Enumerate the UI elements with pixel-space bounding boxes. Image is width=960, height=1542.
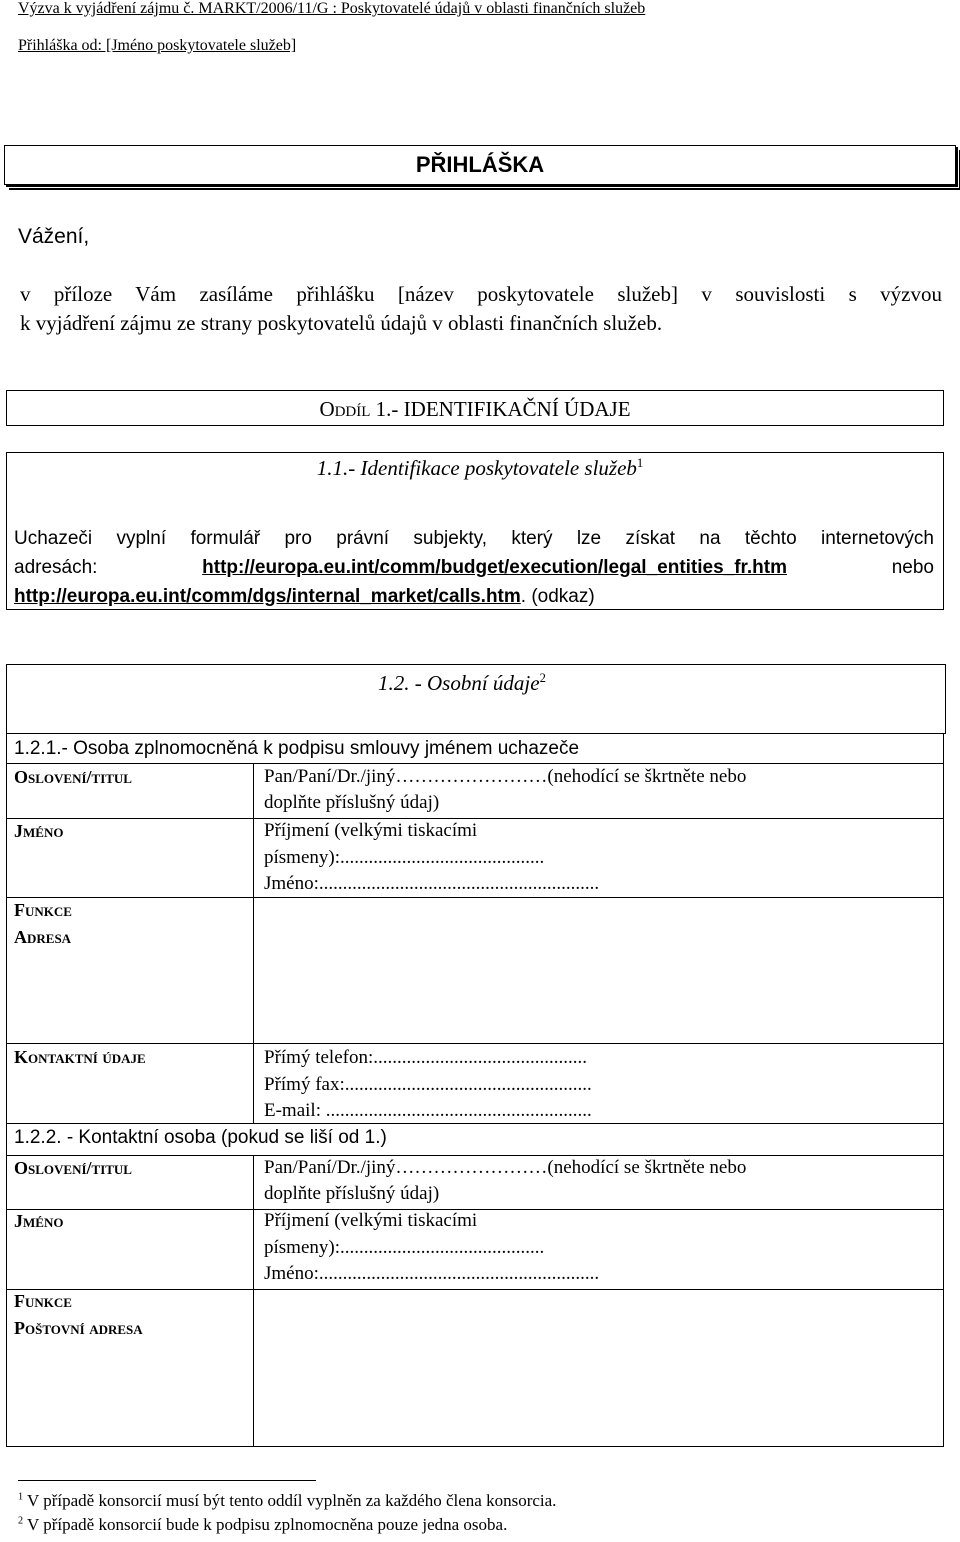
section11-text-2: adresách: http://europa.eu.int/comm/budget/execution/legal_entities_fr.htm nebo bbox=[14, 557, 934, 578]
row-divider bbox=[6, 897, 944, 898]
table-left-border bbox=[6, 734, 7, 1447]
header-applicant: Přihláška od: [Jméno poskytovatele služeb] bbox=[18, 37, 297, 54]
section1-heading: Oddíl 1.- IDENTIFIKAČNÍ ÚDAJE bbox=[319, 397, 631, 421]
subsection-121-title: 1.2.1.- Osoba zplnomocněná k podpisu smlouvy jménem uchazeče bbox=[14, 738, 580, 759]
label-function: Funkce bbox=[14, 900, 72, 920]
value-firstname-field-2[interactable]: Jméno:........................................................... bbox=[264, 1263, 600, 1284]
value-fax-field[interactable]: Přímý fax:.................................................... bbox=[264, 1074, 592, 1095]
value-surname-label-2: Příjmení (velkými tiskacími bbox=[264, 1210, 478, 1231]
label-name: Jméno bbox=[14, 821, 64, 841]
value-surname-label: Příjmení (velkými tiskacími bbox=[264, 820, 478, 841]
value-title-note: doplňte příslušný údaj) bbox=[264, 792, 440, 813]
row-divider bbox=[6, 1123, 944, 1124]
title-box bbox=[4, 145, 956, 185]
footnote-2: $^2$ V případě konsorcií bude k podpisu zplnomocněna pouze jedna osoba. bbox=[18, 1515, 508, 1534]
label-address: Adresa bbox=[14, 927, 72, 947]
section11-heading: 1.1.- Identifikace poskytovatele služeb$^1$ bbox=[316, 456, 644, 480]
table-column-divider-1 bbox=[253, 763, 254, 1123]
section12-heading: 1.2. - Osobní údaje$^2$ bbox=[378, 671, 546, 695]
label-title-2: Oslovení/titul bbox=[14, 1158, 132, 1178]
section11-text-3: http://europa.eu.int/comm/dgs/internal_market/calls.htm. (odkaz) bbox=[14, 586, 595, 607]
label-name-2: Jméno bbox=[14, 1211, 64, 1231]
label-function-2: Funkce bbox=[14, 1291, 72, 1311]
value-surname-field-2[interactable]: písmeny):........................................... bbox=[264, 1237, 545, 1258]
value-title-options[interactable]: Pan/Paní/Dr./jiný……………………(nehodící se škrtněte nebo bbox=[264, 766, 747, 787]
label-title: Oslovení/titul bbox=[14, 767, 132, 787]
table-right-border bbox=[943, 734, 944, 1447]
row-divider bbox=[6, 1155, 944, 1156]
value-title-options-2[interactable]: Pan/Paní/Dr./jiný……………………(nehodící se škrtněte nebo bbox=[264, 1157, 747, 1178]
subsection-122-title: 1.2.2. - Kontaktní osoba (pokud se liší od 1.) bbox=[14, 1127, 387, 1148]
value-phone-field[interactable]: Přímý telefon:............................................. bbox=[264, 1047, 587, 1068]
link-legal-entities[interactable]: http://europa.eu.int/comm/budget/execution/legal_entities_fr.htm bbox=[202, 557, 788, 578]
value-title-note-2: doplňte příslušný údaj) bbox=[264, 1183, 440, 1204]
value-firstname-field[interactable]: Jméno:........................................................... bbox=[264, 873, 600, 894]
section11-text-1: Uchazeči vyplní formulář pro právní subjekty, který lze získat na těchto internetových bbox=[14, 528, 934, 549]
row-divider bbox=[6, 763, 944, 764]
table-column-divider-2 bbox=[253, 1155, 254, 1447]
section1-heading-box bbox=[6, 390, 944, 426]
page-title: PŘIHLÁŠKA bbox=[415, 152, 545, 177]
label-postal-address: Poštovní adresa bbox=[14, 1318, 143, 1338]
value-email-field[interactable]: E-mail: ........................................................ bbox=[264, 1100, 592, 1121]
row-divider bbox=[6, 1289, 944, 1290]
row-divider bbox=[6, 818, 944, 819]
label-contact: Kontaktní údaje bbox=[14, 1047, 146, 1067]
salutation: Vážení, bbox=[18, 225, 90, 248]
footnote-1: $^1$ V případě konsorcií musí být tento oddíl vyplněn za každého člena konsorcia. bbox=[18, 1491, 557, 1510]
intro-line-2: k vyjádření zájmu ze strany poskytovatelů údajů v oblasti finančních služeb. bbox=[20, 311, 663, 335]
row-divider bbox=[6, 1043, 944, 1044]
value-surname-field[interactable]: písmeny):........................................... bbox=[264, 847, 545, 868]
link-calls[interactable]: http://europa.eu.int/comm/dgs/internal_market/calls.htm bbox=[14, 586, 521, 607]
intro-line-1: v příloze Vám zasíláme přihlášku [název poskytovatele služeb] v souvislosti s výzvou bbox=[20, 282, 942, 306]
header-reference: Výzva k vyjádření zájmu č. MARKT/2006/11/G : Poskytovatelé údajů v oblasti finančních služeb bbox=[18, 0, 646, 17]
footnote-separator bbox=[18, 1480, 316, 1481]
table-bottom-border bbox=[6, 1446, 944, 1447]
